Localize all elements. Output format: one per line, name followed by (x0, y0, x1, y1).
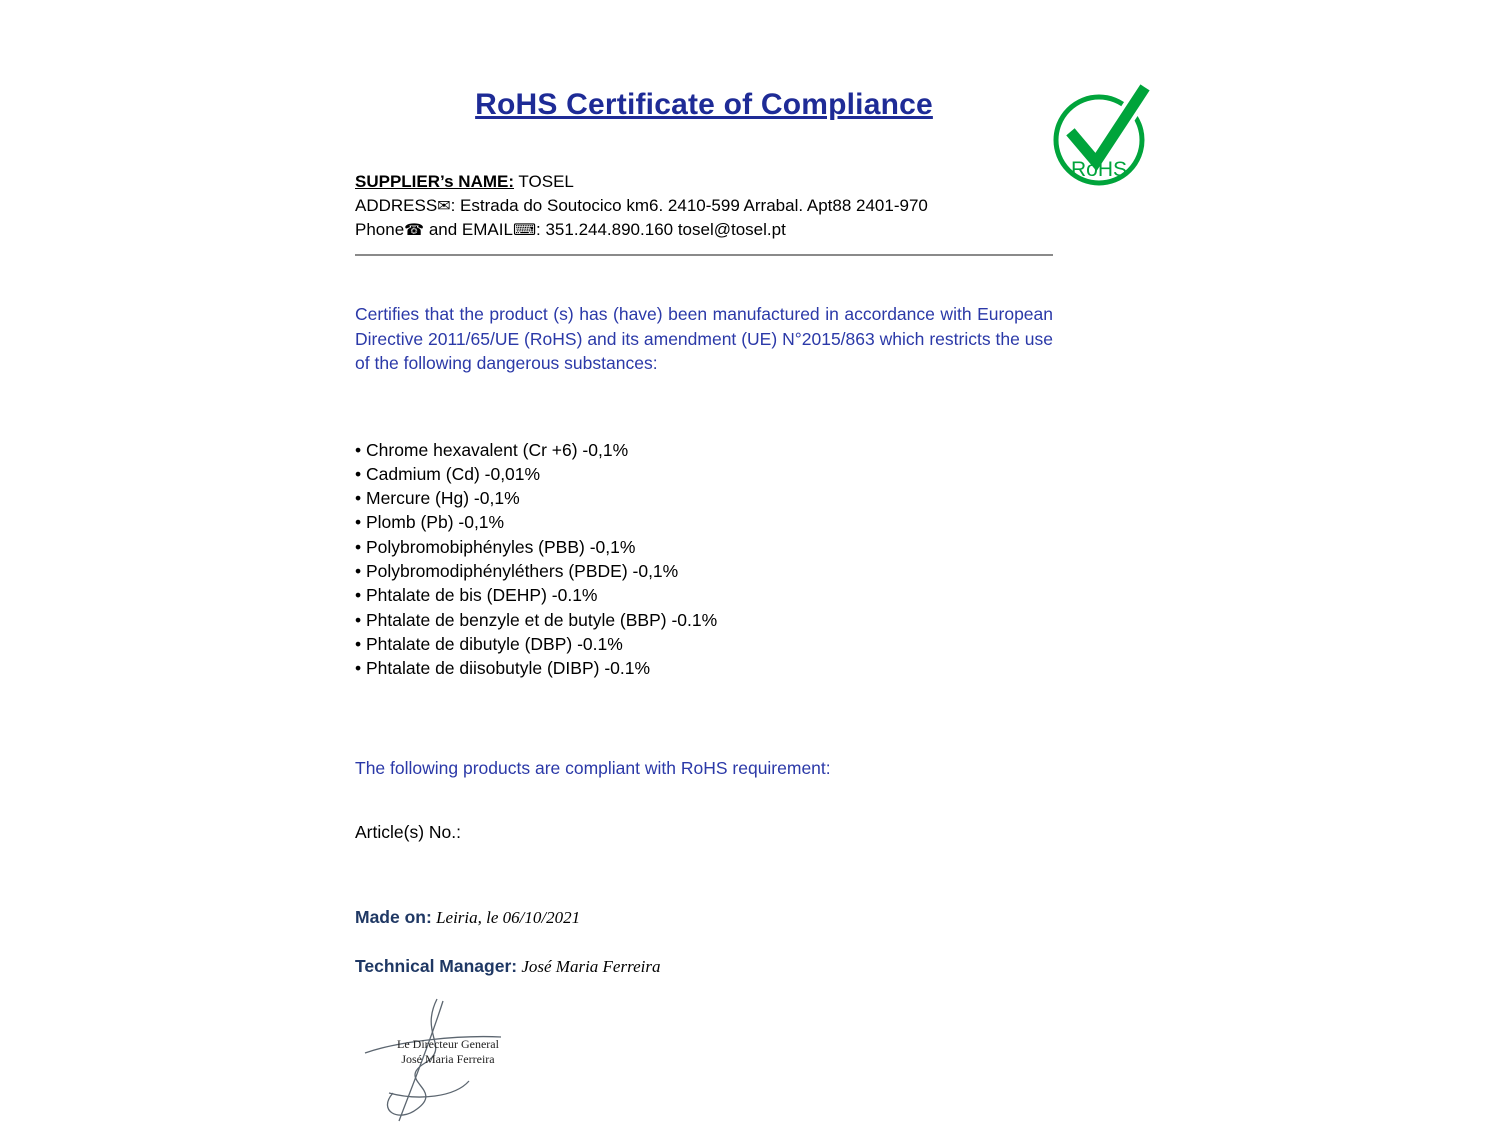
made-on-line (355, 905, 1053, 930)
list-item: • Polybromodiphényléthers (PBDE) -0,1% (355, 559, 1053, 583)
contact-value: : 351.244.890.160 tosel@tosel.pt (536, 220, 786, 239)
substances-list (355, 438, 1053, 681)
supplier-name-value: TOSEL (514, 172, 574, 191)
address-value: : Estrada do Soutocico km6. 2410-599 Arrabal. Apt88 2401-970 (450, 196, 928, 215)
made-on-label: Made on: (355, 907, 432, 928)
logo-label: RoHS (1070, 158, 1128, 181)
supplier-contact-line (355, 218, 1053, 242)
technical-manager-value: José Maria Ferreira (517, 957, 661, 977)
list-item: • Plomb (Pb) -0,1% (355, 510, 1053, 534)
list-item: • Phtalate de diisobutyle (DIBP) -0.1% (355, 656, 1053, 680)
list-item: • Mercure (Hg) -0,1% (355, 486, 1053, 510)
list-item: • Chrome hexavalent (Cr +6) -0,1% (355, 438, 1053, 462)
list-item: • Phtalate de dibutyle (DBP) -0.1% (355, 632, 1053, 656)
email-label: and EMAIL (424, 220, 513, 239)
supplier-block (355, 170, 1053, 242)
list-item: • Phtalate de benzyle et de butyle (BBP) -0.1% (355, 608, 1053, 632)
envelope-icon: ✉ (437, 196, 451, 215)
computer-icon: ⌨ (512, 220, 537, 239)
signature-text (397, 1037, 499, 1067)
list-item: • Cadmium (Cd) -0,01% (355, 462, 1053, 486)
phone-label: Phone (355, 220, 405, 239)
signature-stroke (389, 1081, 469, 1097)
phone-icon: ☎ (404, 220, 425, 239)
rohs-logo (1052, 80, 1152, 192)
list-item: • Phtalate de bis (DEHP) -0.1% (355, 583, 1053, 607)
signature-line1: Le Directeur General (397, 1037, 499, 1052)
technical-manager-label: Technical Manager: (355, 956, 518, 977)
signature-line2: José Maria Ferreira (401, 1052, 495, 1067)
page-title: RoHS Certificate of Compliance (475, 88, 933, 121)
made-on-value: Leiria, le 06/10/2021 (431, 908, 581, 928)
compliance-statement: The following products are compliant with RoHS requirement: (355, 758, 831, 779)
articles-label: Article(s) No.: (355, 822, 461, 843)
rohs-logo-graphic (1052, 80, 1152, 192)
divider (355, 254, 1053, 256)
supplier-address-line (355, 194, 1053, 218)
signature-block (359, 997, 579, 1125)
certification-statement: Certifies that the product (s) has (have) been manufactured in accordance with European Directive 2011/65/UE (RoHS) and its amendment (UE) N°2015/863 which restricts the use of the following dangerous substances: (355, 304, 1053, 373)
technical-manager-line (355, 954, 1053, 979)
supplier-name-label: SUPPLIER’s NAME: (355, 172, 515, 191)
list-item: • Polybromobiphényles (PBB) -0,1% (355, 535, 1053, 559)
supplier-name-line (355, 170, 1053, 194)
address-label: ADDRESS (355, 196, 438, 215)
